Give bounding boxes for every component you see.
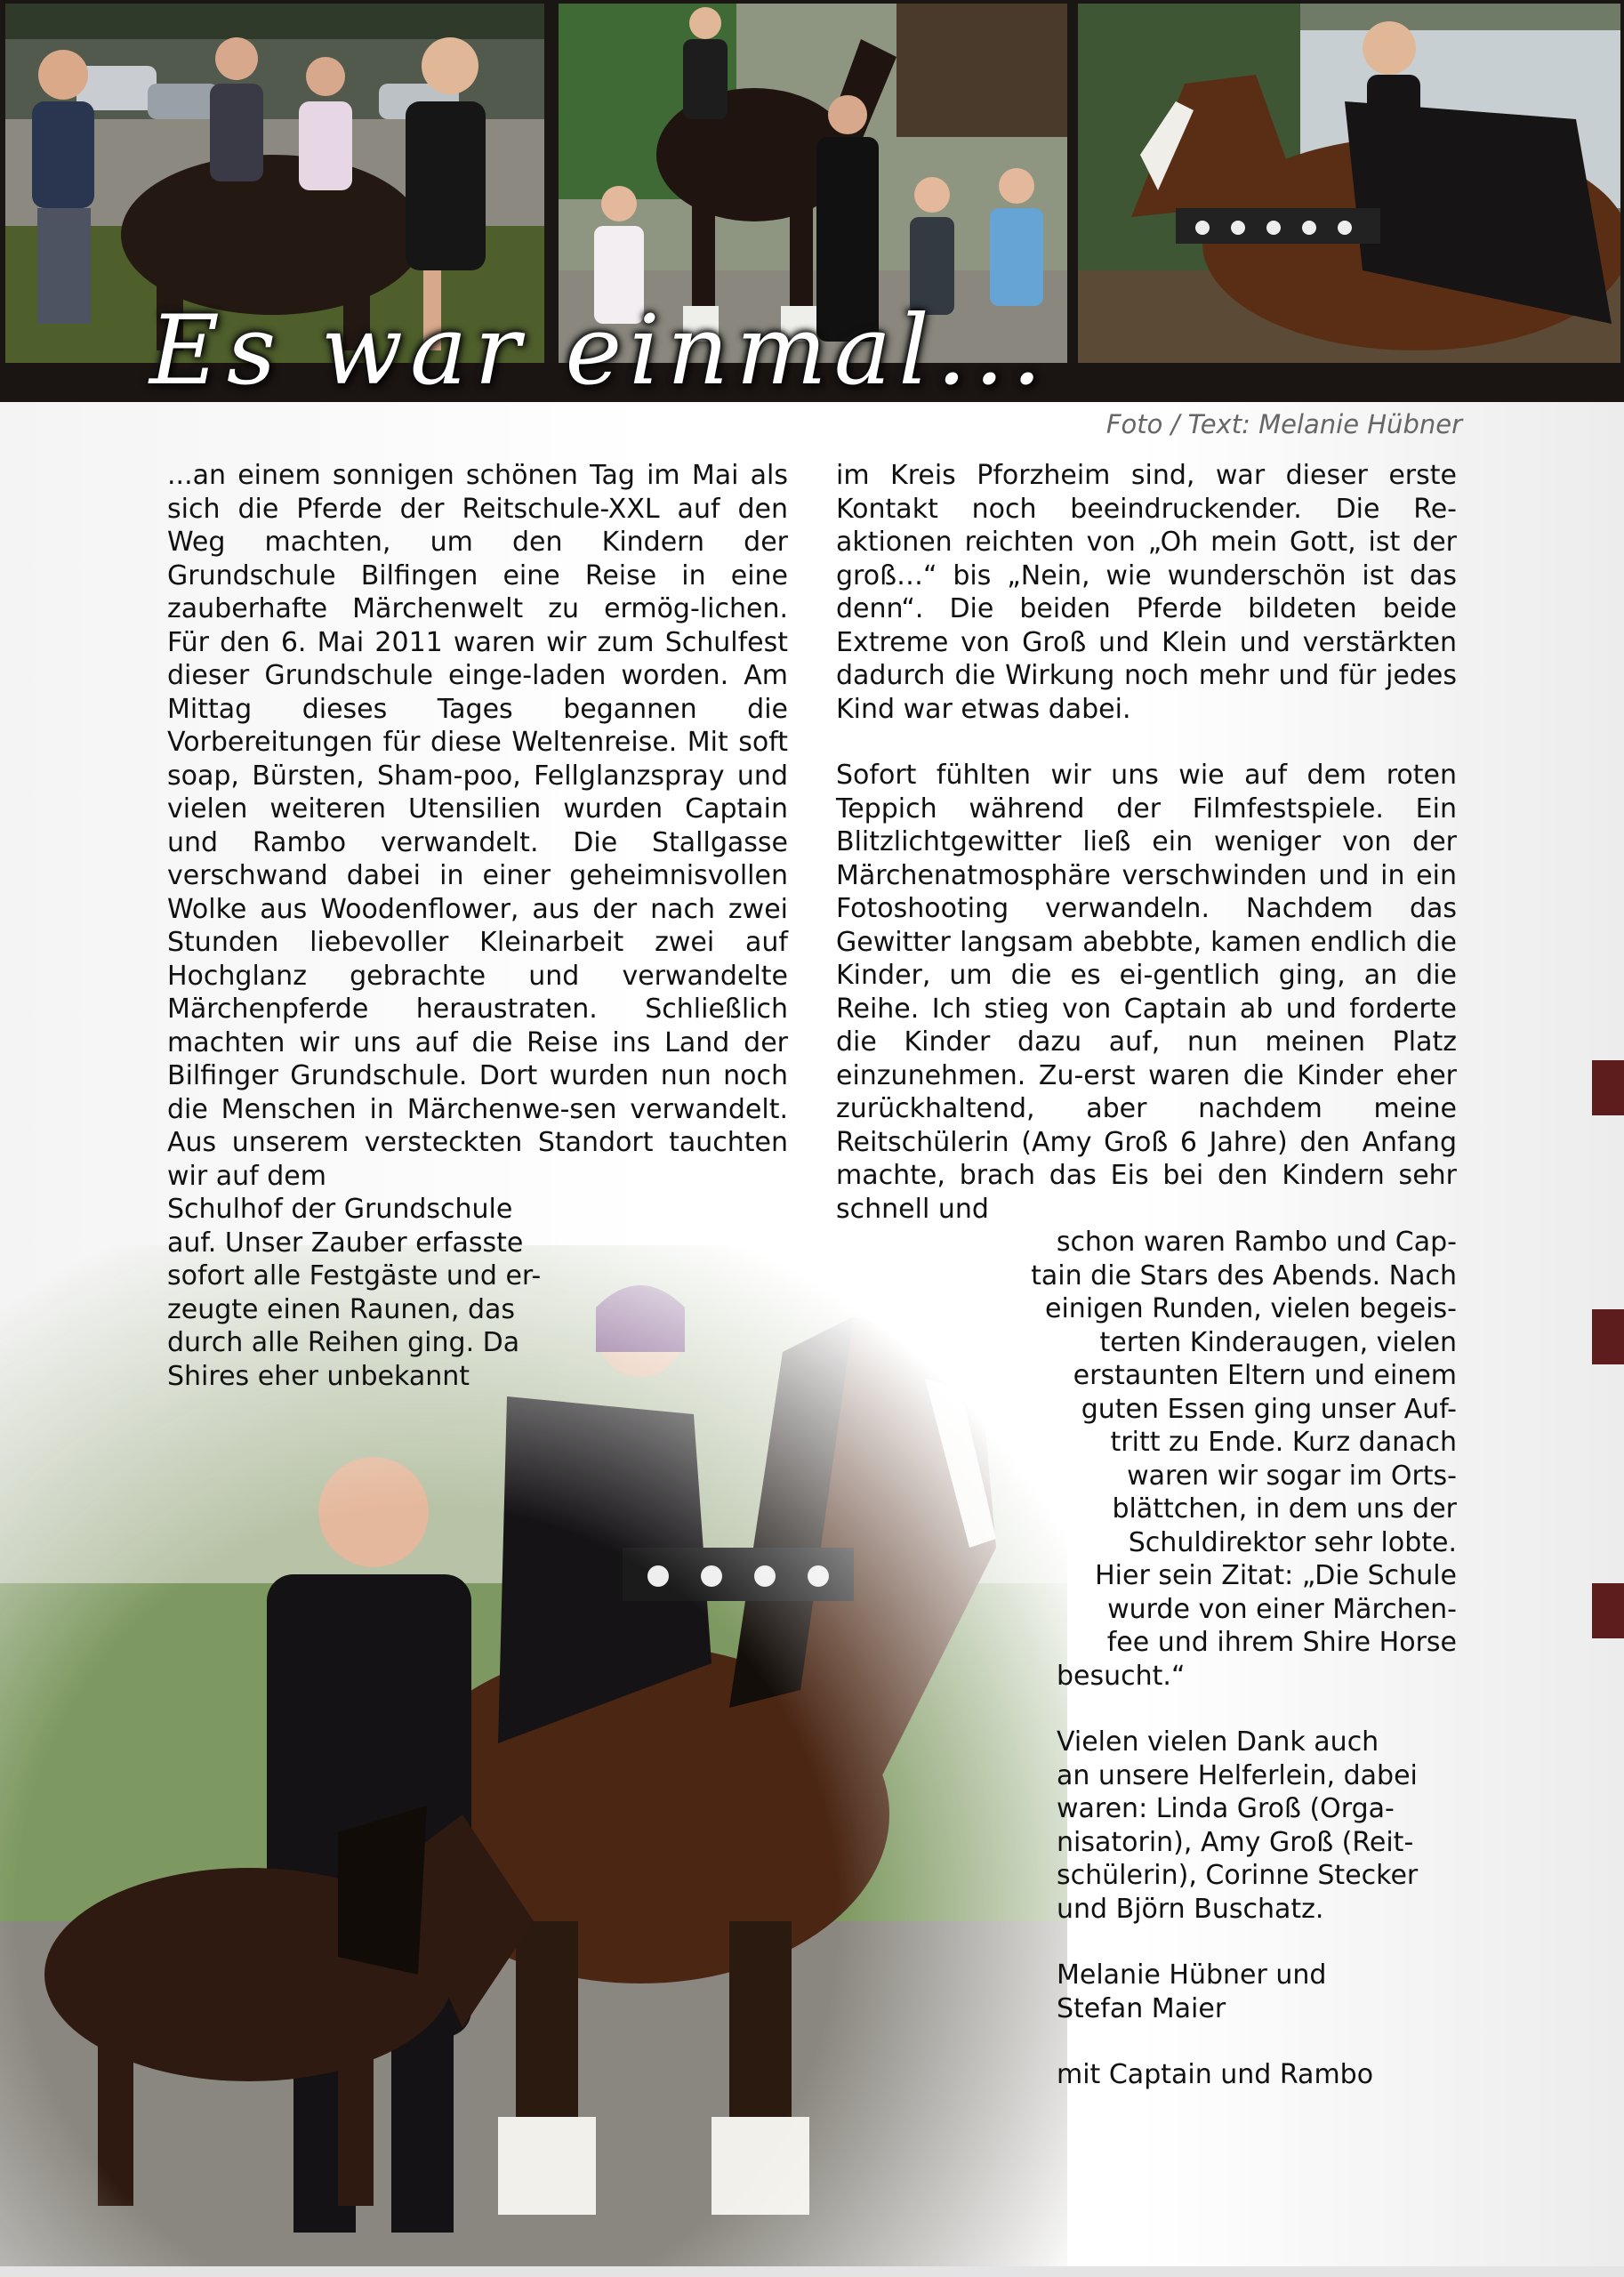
article-right-column — [836, 459, 1457, 2092]
photo-horse-costume-illustration — [1078, 4, 1620, 363]
left-narrow-line: Shires eher unbekannt — [167, 1360, 470, 1392]
left-narrow-line: auf. Unser Zauber erfasste — [167, 1227, 524, 1259]
article-right-paragraph-2: Sofort fühlten wir uns wie auf dem roten Teppich während der Filmfestspiele. Ein Blitzlichtgewitter ließ ein weniger von der Märchenatmosphäre verschwinden und in ein Fotoshooting verwandeln. Nachdem das Gewitter langsam abebbte, kamen endlich die Kinder, um die es ei-gentlich ging, an die Reihe. Ich stieg von Captain ab und forderte die Kinder dazu auf, nun meinen Platz einzunehmen. Zu-erst waren die Kinder eher zurückhaltend, aber nachdem meine Reitschülerin (Amy Groß 6 Jahre) den Anfang machte, brach das Eis bei den Kindern sehr schnell und — [836, 760, 1457, 1225]
article-left-narrow-lines — [167, 1193, 621, 1393]
right-narrow-line: schon waren Rambo und Cap- — [1056, 1227, 1457, 1258]
right-narrow-line: einigen Runden, vielen begeis- — [1045, 1293, 1457, 1324]
left-narrow-line: sofort alle Festgäste und er- — [167, 1260, 542, 1291]
thanks-line: waren: Linda Groß (Orga- — [1057, 1793, 1395, 1824]
thanks-line: an unsere Helferlein, dabei — [1057, 1759, 1418, 1791]
right-narrow-line: waren wir sogar im Orts- — [1127, 1460, 1457, 1492]
right-narrow-line: erstaunten Eltern und einem — [1073, 1360, 1457, 1391]
article-right-narrow-lines — [836, 1226, 1457, 1693]
side-tab-marker — [1592, 1309, 1624, 1364]
right-narrow-line: guten Essen ging unser Auf- — [1081, 1393, 1457, 1425]
right-narrow-line: Schuldirektor sehr lobte. — [1128, 1526, 1457, 1558]
closing-line: mit Captain und Rambo — [1057, 2059, 1374, 2090]
right-narrow-line: blättchen, in dem uns der — [1112, 1493, 1457, 1525]
left-narrow-line: Schulhof der Grundschule — [167, 1194, 513, 1225]
right-narrow-line: fee und ihrem Shire Horse — [1106, 1627, 1457, 1658]
article-left-paragraph: ...an einem sonnigen schönen Tag im Mai als sich die Pferde der Reitschule-XXL auf den Weg machten, um den Kindern der Grundschule Bilfingen eine Reise in eine zauberhafte Märchenwelt zu ermög-lichen. Für den 6. Mai 2011 waren wir zum Schulfest dieser Grundschule einge-laden worden. Am Mittag dieses Tages begannen die Vorbereitungen für diese Weltenreise. Mit soft soap, Bürsten, Sham-poo, Fellglanzspray und vielen weiteren Utensilien wurden Captain und Rambo verwandelt. Die Stallgasse verschwand dabei in einer geheimnisvollen Wolke aus Woodenflower, aus der nach zwei Stunden liebevoller Kleinarbeit zwei auf Hochglanz gebrachte und verwandelte Märchenpferde heraustraten. Schließlich machten wir uns auf die Reise ins Land der Bilfinger Grundschule. Dort wurden nun noch die Menschen in Märchenwe-sen verwandelt. Aus unserem versteckten Standort tauchten wir auf dem — [167, 460, 788, 1192]
right-narrow-line: Hier sein Zitat: „Die Schule — [1095, 1560, 1457, 1591]
right-narrow-line: tritt zu Ende. Kurz danach — [1110, 1427, 1457, 1458]
signature-block — [836, 1959, 1457, 2025]
article-right-paragraph-1: im Kreis Pforzheim sind, war dieser erste Kontakt noch beeindruckender. Die Re-aktionen reichten von „Oh mein Gott, ist der groß…“ bis „Nein, wie wunderschön ist das denn“. Die beiden Pferde bildeten beide Extreme von Groß und Klein und verstärkten dadurch die Wirkung noch mehr und für jedes Kind war etwas dabei. — [836, 460, 1457, 725]
photo-text-credit: Foto / Text: Melanie Hübner — [1105, 409, 1462, 439]
thanks-block — [836, 1726, 1457, 1926]
signature-line: Melanie Hübner und — [1057, 1959, 1327, 1991]
right-narrow-line: besucht.“ — [1057, 1660, 1186, 1692]
thanks-line: Vielen vielen Dank auch — [1057, 1726, 1379, 1758]
thanks-line: schülerin), Corinne Stecker — [1057, 1860, 1419, 1891]
page-bottom-edge — [0, 2266, 1624, 2277]
side-tab-marker — [1592, 1060, 1624, 1115]
side-tab-marker — [1592, 1583, 1624, 1638]
thanks-line: nisatorin), Amy Groß (Reit- — [1057, 1826, 1414, 1858]
photo-horse-rider-costume — [1078, 4, 1620, 363]
left-narrow-line: durch alle Reihen ging. Da — [167, 1327, 520, 1358]
article-left-column — [167, 459, 788, 1393]
thanks-line: und Björn Buschatz. — [1057, 1893, 1324, 1925]
right-narrow-line: terten Kinderaugen, vielen — [1099, 1326, 1457, 1358]
page-title: Es war einmal... — [149, 295, 1049, 406]
right-narrow-line: tain die Stars des Abends. Nach — [1031, 1259, 1457, 1291]
signature-line: Stefan Maier — [1057, 1992, 1226, 2024]
right-narrow-line: wurde von einer Märchen- — [1107, 1593, 1457, 1625]
left-narrow-line: zeugte einen Raunen, das — [167, 1293, 516, 1325]
